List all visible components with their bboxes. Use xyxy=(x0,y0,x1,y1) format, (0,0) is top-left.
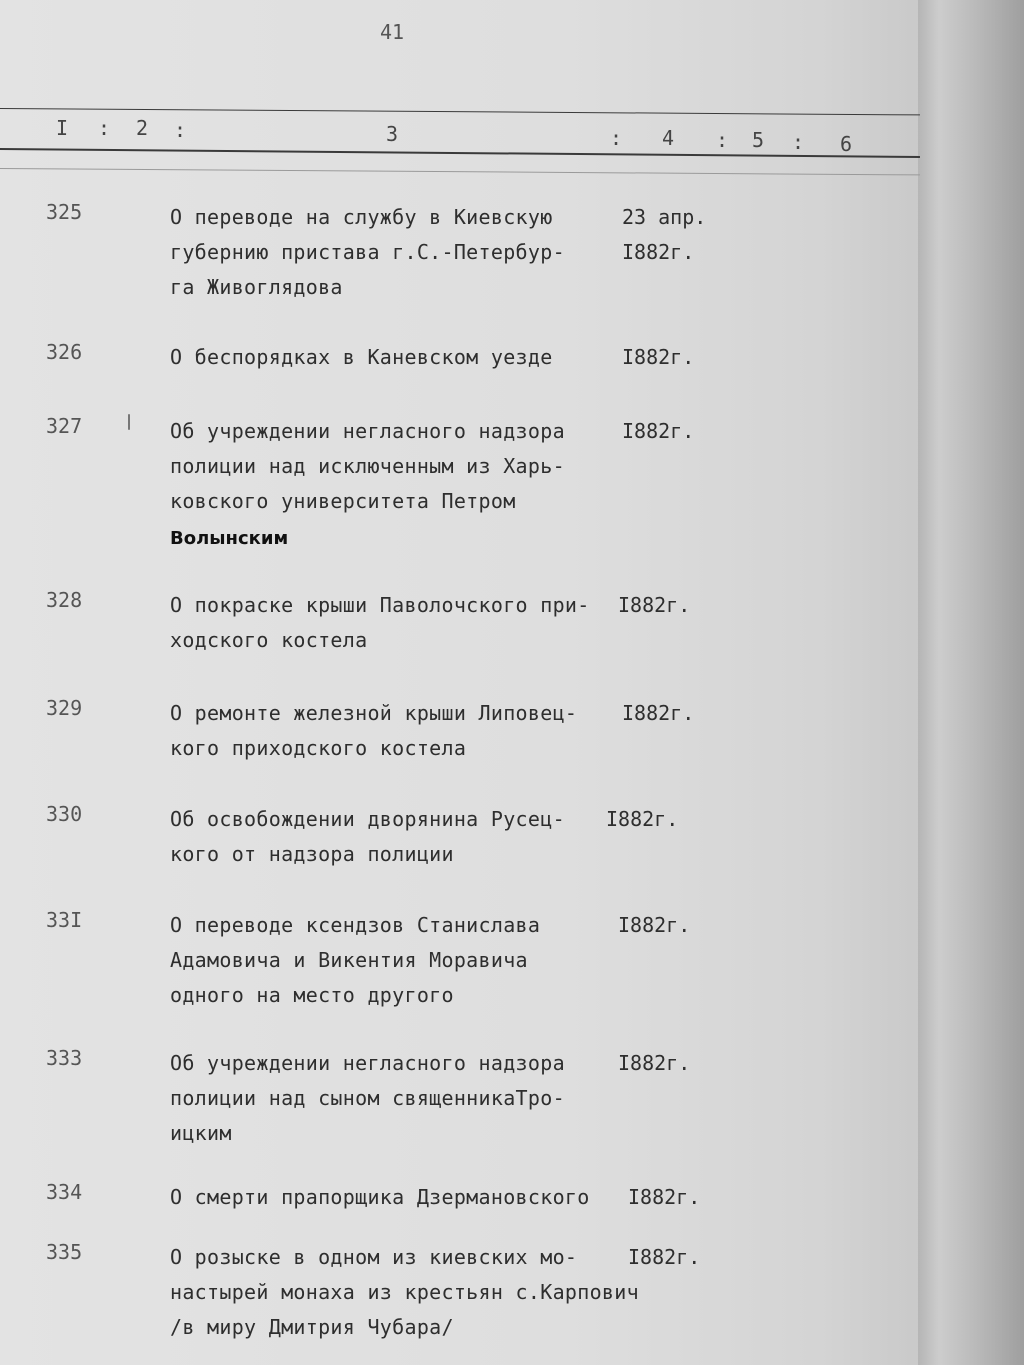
entry-date xyxy=(622,696,694,731)
page-edge-shadow xyxy=(918,0,1024,1365)
entry-line: О розыске в одном из киевских мо- xyxy=(170,1245,578,1269)
entry-line: /в миру Дмитрия Чубара/ xyxy=(170,1315,454,1339)
entry-line: Адамовича и Викентия Моравича xyxy=(170,948,528,972)
entry-number: 33I xyxy=(46,908,83,932)
entry-title xyxy=(170,414,610,556)
column-separator: : xyxy=(98,116,111,140)
entry-date-line: I882г. xyxy=(622,345,695,369)
column-header-6: 6 xyxy=(840,132,853,156)
entry-line: ицким xyxy=(170,1121,232,1145)
entry-date xyxy=(628,1180,700,1215)
entry-line: О ремонте железной крыши Липовец- xyxy=(170,701,578,725)
column-header-1: I xyxy=(56,116,69,140)
entry-date xyxy=(628,1240,700,1275)
entry-line: О переводе на службу в Киевскую xyxy=(170,205,553,229)
entry-number: 329 xyxy=(46,696,83,720)
entry-line: О покраске крыши Паволочского при- xyxy=(170,593,590,617)
entry-date-line: I882г. xyxy=(622,701,695,725)
entry-line: О беспорядках в Каневском уезде xyxy=(170,345,553,369)
entry-line: ходского костела xyxy=(170,628,368,652)
entry-number: 326 xyxy=(46,340,83,364)
entry-title xyxy=(170,588,610,658)
column-separator: : xyxy=(716,128,729,152)
entry-number: 325 xyxy=(46,200,83,224)
entry-date-line: I882г. xyxy=(628,1245,701,1269)
entry-line: Об учреждении негласного надзора xyxy=(170,419,565,443)
entry-date-line: I882г. xyxy=(618,913,691,937)
entry-line: полиции над исключенным из Харь- xyxy=(170,454,565,478)
entry-title xyxy=(170,908,610,1013)
entry-number: 335 xyxy=(46,1240,83,1264)
entry-date xyxy=(618,588,690,623)
entry-number: 330 xyxy=(46,802,83,826)
entry-date xyxy=(618,908,690,943)
entry-title xyxy=(170,1240,639,1345)
entry-title xyxy=(170,340,610,375)
entry-date-line: I882г. xyxy=(622,240,695,264)
entry-line: О переводе ксендзов Станислава xyxy=(170,913,541,937)
entry-line: О смерти прапорщика Дзермановского xyxy=(170,1185,590,1209)
entry-line: Об учреждении негласного надзора xyxy=(170,1051,565,1075)
entry-number: 328 xyxy=(46,588,83,612)
table-header-rule-faint xyxy=(0,168,920,175)
entry-line: одного на место другого xyxy=(170,983,454,1007)
column-header-5: 5 xyxy=(752,128,765,152)
entry-line: губернию пристава г.С.-Петербур- xyxy=(170,240,565,264)
entry-date xyxy=(622,200,706,270)
column-separator: : xyxy=(792,130,805,154)
entry-date xyxy=(606,802,678,837)
page-number: 41 xyxy=(380,20,405,44)
entry-line: кого от надзора полиции xyxy=(170,842,454,866)
entry-date-line: I882г. xyxy=(618,593,691,617)
entry-title xyxy=(170,1180,610,1215)
entry-line: ковского университета Петром xyxy=(170,489,516,513)
table-header-rule xyxy=(0,148,920,158)
entry-date-line: I882г. xyxy=(618,1051,691,1075)
entry-date-line: I882г. xyxy=(628,1185,701,1209)
column-header-3: 3 xyxy=(386,122,399,146)
entry-date-line: I882г. xyxy=(606,807,679,831)
entry-line: Об освобождении дворянина Русец- xyxy=(170,807,565,831)
entry-line: кого приходского костела xyxy=(170,736,467,760)
entry-title xyxy=(170,802,610,872)
entry-date xyxy=(622,340,694,375)
entry-title xyxy=(170,200,610,305)
entry-date xyxy=(618,1046,690,1081)
entry-line: полиции над сыном священникаТро- xyxy=(170,1086,565,1110)
entry-number: 334 xyxy=(46,1180,83,1204)
entry-number: 327 xyxy=(46,414,83,438)
entry-date-line: I882г. xyxy=(622,419,695,443)
entry-number: 333 xyxy=(46,1046,83,1070)
entry-line: га Живоглядова xyxy=(170,275,343,299)
column-header-2: 2 xyxy=(136,116,149,140)
entry-date-line: 23 апр. xyxy=(622,205,707,229)
pencil-mark xyxy=(128,414,130,430)
entry-date xyxy=(622,414,694,449)
column-separator: : xyxy=(610,126,623,150)
column-separator: : xyxy=(174,118,187,142)
table-top-rule xyxy=(0,108,920,115)
entry-line-handwritten-addition: Волынским xyxy=(170,528,289,549)
entry-title xyxy=(170,696,610,766)
entry-line: настырей монаха из крестьян с.Карпович xyxy=(170,1280,639,1304)
entry-title xyxy=(170,1046,610,1151)
column-header-4: 4 xyxy=(662,126,675,150)
